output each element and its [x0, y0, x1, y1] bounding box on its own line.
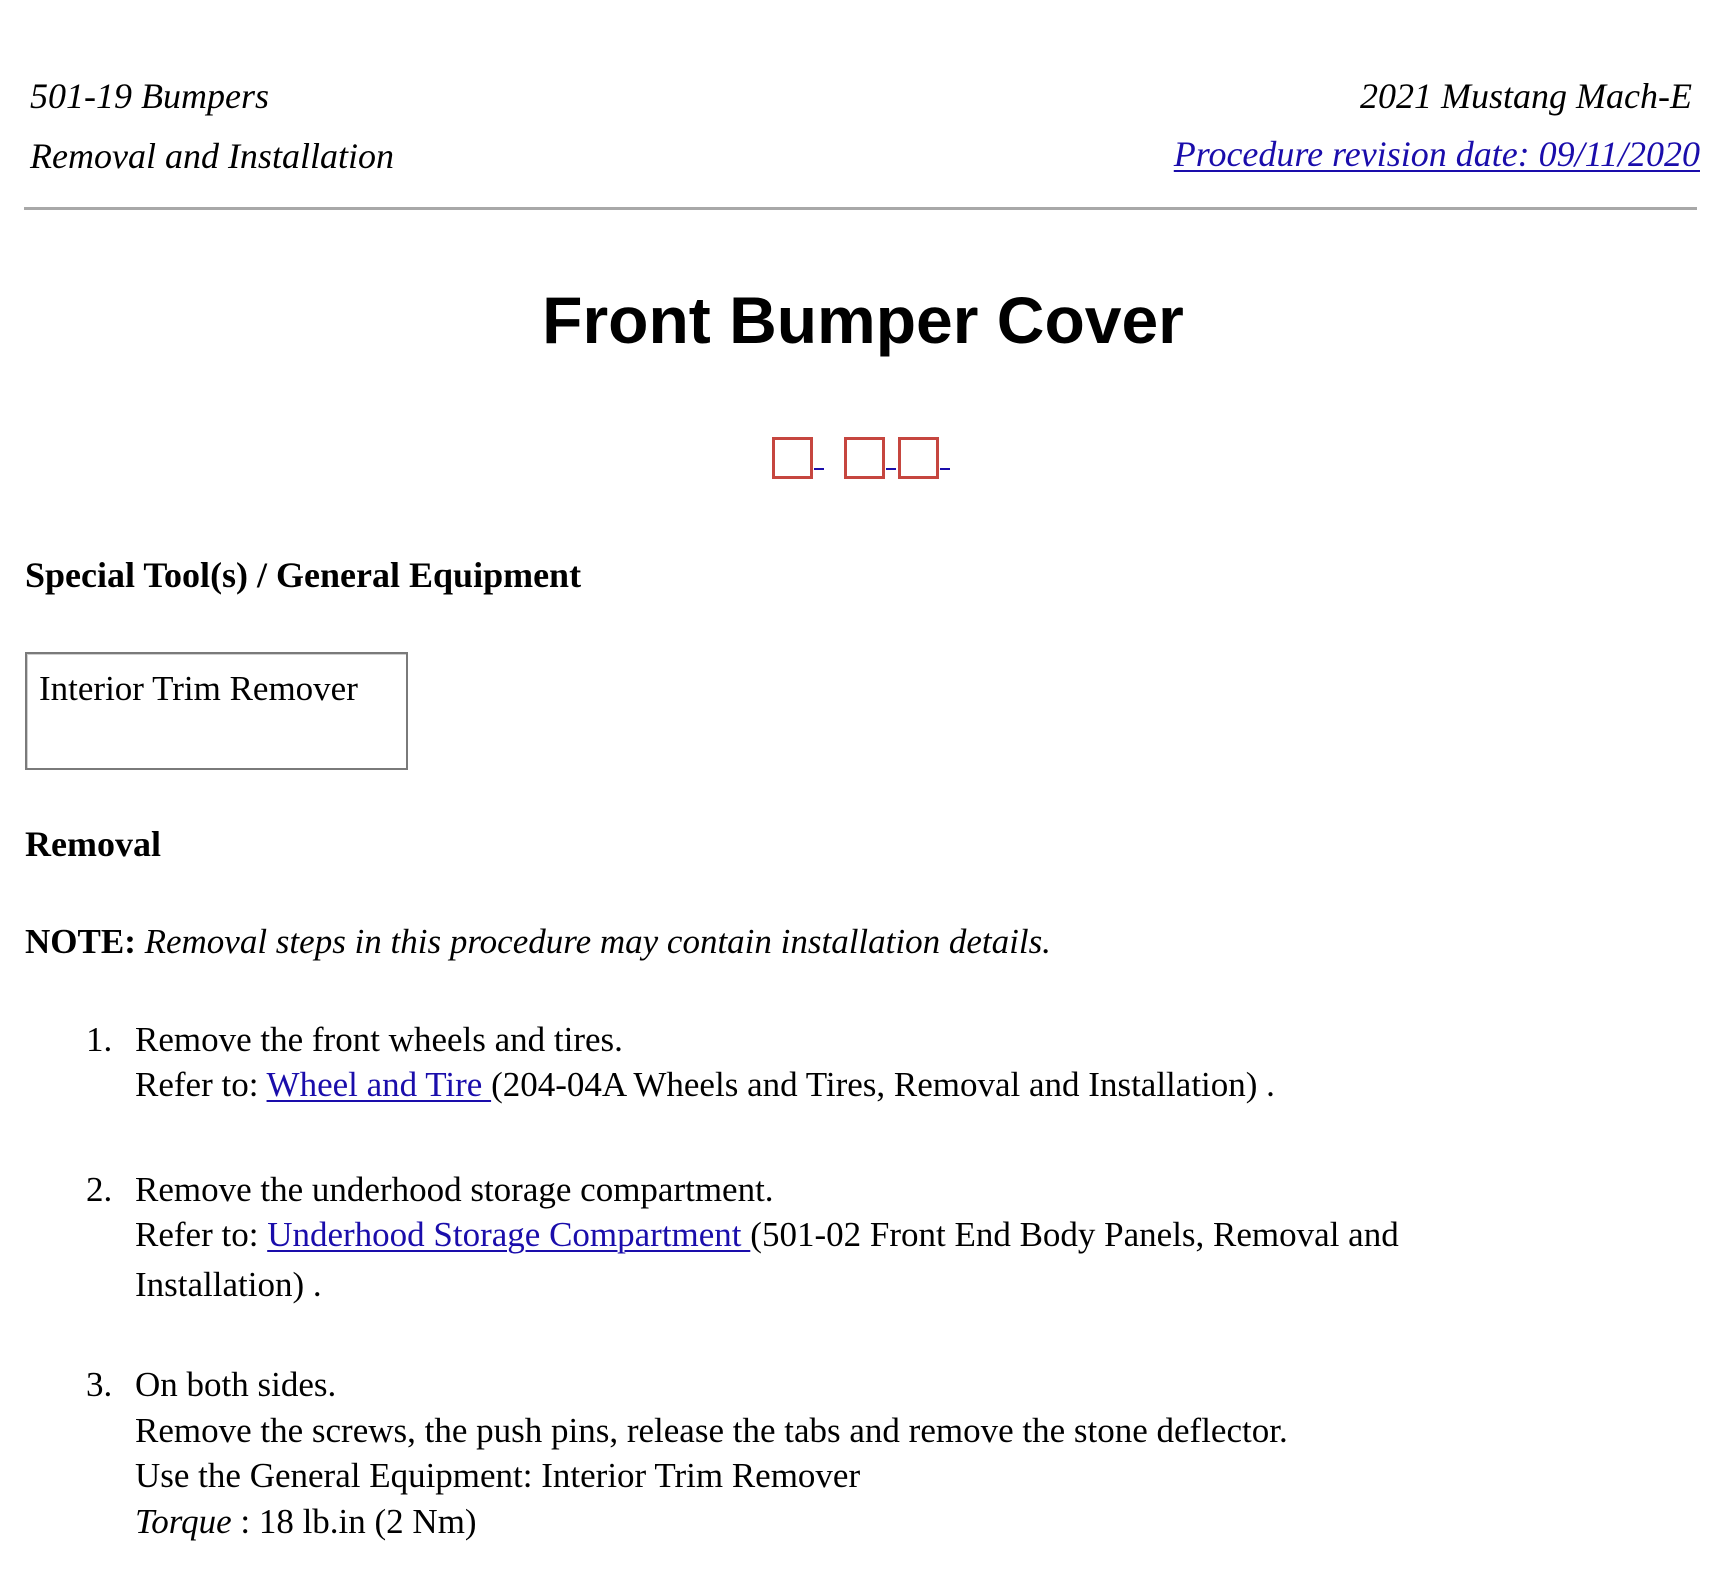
refer-suffix-cont: Installation) .: [135, 1265, 322, 1304]
underhood-storage-link[interactable]: Underhood Storage Compartment: [267, 1215, 751, 1254]
step-text: Remove the underhood storage compartment.: [135, 1170, 774, 1209]
note-text: Removal steps in this procedure may contain installation details.: [135, 922, 1051, 961]
link-underline: [814, 468, 824, 470]
tool-item: Interior Trim Remover: [39, 669, 358, 708]
step-text: Remove the front wheels and tires.: [135, 1020, 623, 1059]
note-label: NOTE:: [25, 922, 136, 961]
refer-suffix: (204-04A Wheels and Tires, Removal and Installation) .: [491, 1065, 1275, 1104]
broken-image-icon[interactable]: [772, 437, 813, 479]
wheel-and-tire-link[interactable]: Wheel and Tire: [266, 1065, 492, 1104]
note: [25, 919, 1051, 965]
step-number: 1.: [86, 1020, 113, 1059]
refer-prefix: Refer to:: [135, 1065, 267, 1104]
step-reference: [135, 1212, 1399, 1258]
link-underline: [940, 468, 950, 470]
page-title: Front Bumper Cover: [542, 283, 1184, 357]
torque-label: Torque: [135, 1502, 232, 1541]
refer-prefix: Refer to:: [135, 1215, 268, 1254]
torque-value: : 18 lb.in (2 Nm): [231, 1502, 477, 1541]
vehicle-label: 2021 Mustang Mach-E: [1360, 76, 1692, 116]
removal-heading: Removal: [25, 824, 161, 864]
broken-image-icon[interactable]: [844, 437, 885, 479]
section-label: 501-19 Bumpers: [30, 76, 269, 116]
step-number: 2.: [86, 1170, 113, 1209]
tools-heading: Special Tool(s) / General Equipment: [25, 555, 582, 595]
step-text: On both sides.: [135, 1365, 337, 1404]
step-detail: Remove the screws, the push pins, release the tabs and remove the stone deflector.: [135, 1411, 1288, 1450]
step-torque: [135, 1499, 477, 1545]
step-reference: [135, 1062, 1275, 1108]
broken-image-icon[interactable]: [898, 437, 939, 479]
header-divider: [24, 207, 1697, 210]
link-underline: [886, 468, 896, 470]
refer-suffix: (501-02 Front End Body Panels, Removal and: [750, 1215, 1399, 1254]
subsection-label: Removal and Installation: [30, 136, 394, 176]
step-number: 3.: [86, 1365, 113, 1404]
step-equipment: Use the General Equipment: Interior Trim Remover: [135, 1456, 861, 1495]
tools-table: [25, 652, 408, 770]
revision-date-link[interactable]: Procedure revision date: 09/11/2020: [1173, 134, 1700, 174]
